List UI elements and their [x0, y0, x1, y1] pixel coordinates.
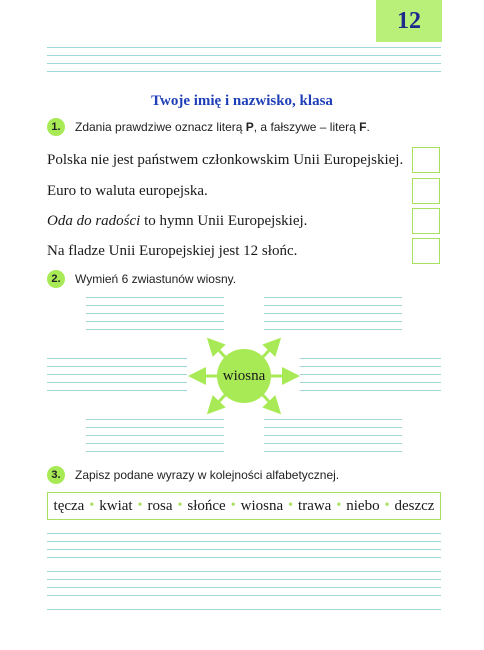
- word: wiosna: [240, 497, 284, 514]
- task3-instruction: Zapisz podane wyrazy w kolejności alfabetycznej.: [75, 468, 340, 482]
- word: trawa: [298, 497, 332, 514]
- task2-instruction: Wymień 6 zwiastunów wiosny.: [75, 272, 237, 286]
- task1-instruction: Zdania prawdziwe oznacz literą P, a fałszywe – literą F.: [75, 120, 370, 134]
- word: słońce: [187, 497, 226, 514]
- statement-3: Oda do radości to hymn Unii Europejskiej.: [47, 213, 308, 229]
- statement-2: Euro to waluta europejska.: [47, 183, 208, 199]
- statement-1: Polska nie jest państwem członkowskim Unii Europejskiej.: [47, 152, 404, 168]
- word-bank: tęcza • kwiat • rosa • słońce • wiosna • trawa • niebo • deszcz: [47, 492, 441, 520]
- word: kwiat: [99, 497, 133, 514]
- task3-number-badge: 3.: [47, 466, 65, 484]
- page-number: 12: [376, 0, 442, 42]
- word: rosa: [147, 497, 173, 514]
- word: tęcza: [53, 497, 85, 514]
- task1-number-badge: 1.: [47, 118, 65, 136]
- arrow-down-right: [261, 393, 277, 410]
- center-word: wiosna: [222, 367, 266, 384]
- statement-4: Na fladze Unii Europejskiej jest 12 słońc.: [47, 243, 298, 259]
- page-title: Twoje imię i nazwisko, klasa: [151, 93, 333, 109]
- center-word-circle: [217, 349, 271, 403]
- word: niebo: [346, 497, 380, 514]
- task2-number-badge: 2.: [47, 270, 65, 288]
- task3-header: [47, 466, 339, 484]
- word: deszcz: [394, 497, 435, 514]
